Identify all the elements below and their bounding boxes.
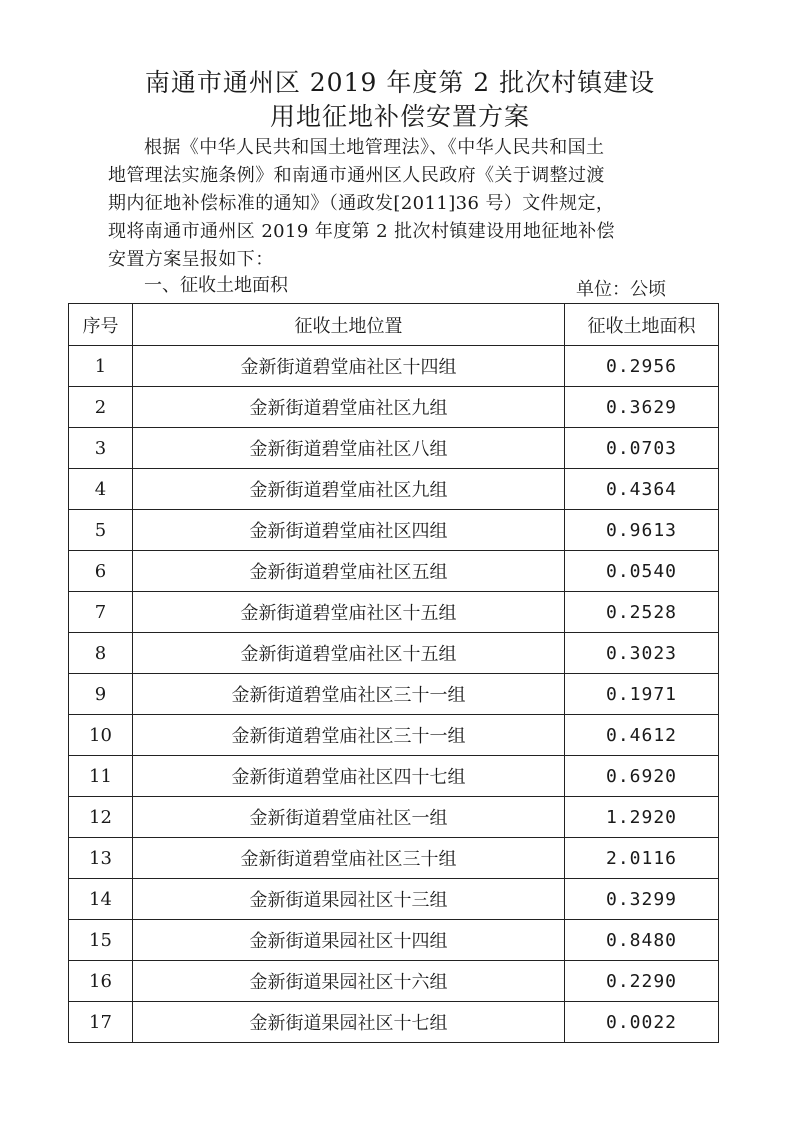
row-land-location: 金新街道碧堂庙社区十五组 [133,592,565,633]
row-land-location: 金新街道碧堂庙社区一组 [133,797,565,838]
row-land-location: 金新街道碧堂庙社区三十组 [133,838,565,879]
row-land-area: 0.0540 [565,551,719,592]
table-row [69,920,719,961]
row-serial-number: 3 [69,428,133,469]
row-land-area: 0.2290 [565,961,719,1002]
paragraph-line: 安置方案呈报如下： [108,249,274,270]
row-land-area: 0.3629 [565,387,719,428]
row-serial-number: 1 [69,346,133,387]
table-row [69,879,719,920]
row-land-location: 金新街道碧堂庙社区三十一组 [133,715,565,756]
row-land-area: 0.0022 [565,1002,719,1043]
table-row [69,592,719,633]
row-land-area: 0.2528 [565,592,719,633]
paragraph-line: 地管理法实施条例》和南通市通州区人民政府《关于调整过渡 [108,165,605,186]
table-row [69,633,719,674]
row-land-location: 金新街道碧堂庙社区四十七组 [133,756,565,797]
row-land-area: 0.8480 [565,920,719,961]
table-row [69,346,719,387]
table-row [69,469,719,510]
row-land-location: 金新街道碧堂庙社区九组 [133,387,565,428]
table-header-row [69,304,719,346]
row-land-location: 金新街道碧堂庙社区八组 [133,428,565,469]
row-land-area: 0.0703 [565,428,719,469]
row-land-area: 0.6920 [565,756,719,797]
row-land-area: 0.4612 [565,715,719,756]
land-area-table [68,303,719,1043]
document-title-line-1: 南通市通州区 2019 年度第 2 批次村镇建设 [144,68,656,97]
intro-paragraph [108,134,688,274]
row-land-location: 金新街道碧堂庙社区十五组 [133,633,565,674]
table-row [69,674,719,715]
table-row [69,797,719,838]
header-serial-number: 序号 [69,304,133,346]
table-row [69,715,719,756]
row-land-location: 金新街道碧堂庙社区九组 [133,469,565,510]
table-row [69,428,719,469]
row-land-location: 金新街道碧堂庙社区五组 [133,551,565,592]
paragraph-line: 根据《中华人民共和国土地管理法》、《中华人民共和国土 [144,137,605,158]
paragraph-line: 现将南通市通州区 2019 年度第 2 批次村镇建设用地征地补偿 [108,221,615,242]
table-row [69,838,719,879]
row-land-location: 金新街道碧堂庙社区四组 [133,510,565,551]
table-row [69,510,719,551]
row-serial-number: 8 [69,633,133,674]
row-serial-number: 7 [69,592,133,633]
row-land-area: 0.9613 [565,510,719,551]
row-serial-number: 5 [69,510,133,551]
row-serial-number: 13 [69,838,133,879]
section-heading: 一、征收土地面积 [144,275,288,296]
row-serial-number: 6 [69,551,133,592]
row-land-area: 1.2920 [565,797,719,838]
unit-label: 单位：公顷 [576,279,666,300]
row-serial-number: 4 [69,469,133,510]
row-land-location: 金新街道碧堂庙社区十四组 [133,346,565,387]
document-title-line-2: 用地征地补偿安置方案 [269,102,530,131]
row-land-location: 金新街道果园社区十四组 [133,920,565,961]
row-land-area: 0.2956 [565,346,719,387]
row-land-location: 金新街道碧堂庙社区三十一组 [133,674,565,715]
row-serial-number: 14 [69,879,133,920]
table-row [69,551,719,592]
row-serial-number: 9 [69,674,133,715]
table-row [69,756,719,797]
row-land-area: 0.4364 [565,469,719,510]
row-land-location: 金新街道果园社区十七组 [133,1002,565,1043]
table-row [69,387,719,428]
row-land-location: 金新街道果园社区十六组 [133,961,565,1002]
table-row [69,961,719,1002]
row-serial-number: 15 [69,920,133,961]
row-land-location: 金新街道果园社区十三组 [133,879,565,920]
row-land-area: 2.0116 [565,838,719,879]
header-land-area: 征收土地面积 [565,304,719,346]
row-serial-number: 16 [69,961,133,1002]
paragraph-line: 期内征地补偿标准的通知》（通政发[2011]36 号）文件规定， [108,193,615,214]
row-serial-number: 12 [69,797,133,838]
table-row [69,1002,719,1043]
row-land-area: 0.3299 [565,879,719,920]
row-serial-number: 11 [69,756,133,797]
row-land-area: 0.1971 [565,674,719,715]
row-serial-number: 2 [69,387,133,428]
row-serial-number: 17 [69,1002,133,1043]
row-land-area: 0.3023 [565,633,719,674]
header-land-location: 征收土地位置 [133,304,565,346]
row-serial-number: 10 [69,715,133,756]
